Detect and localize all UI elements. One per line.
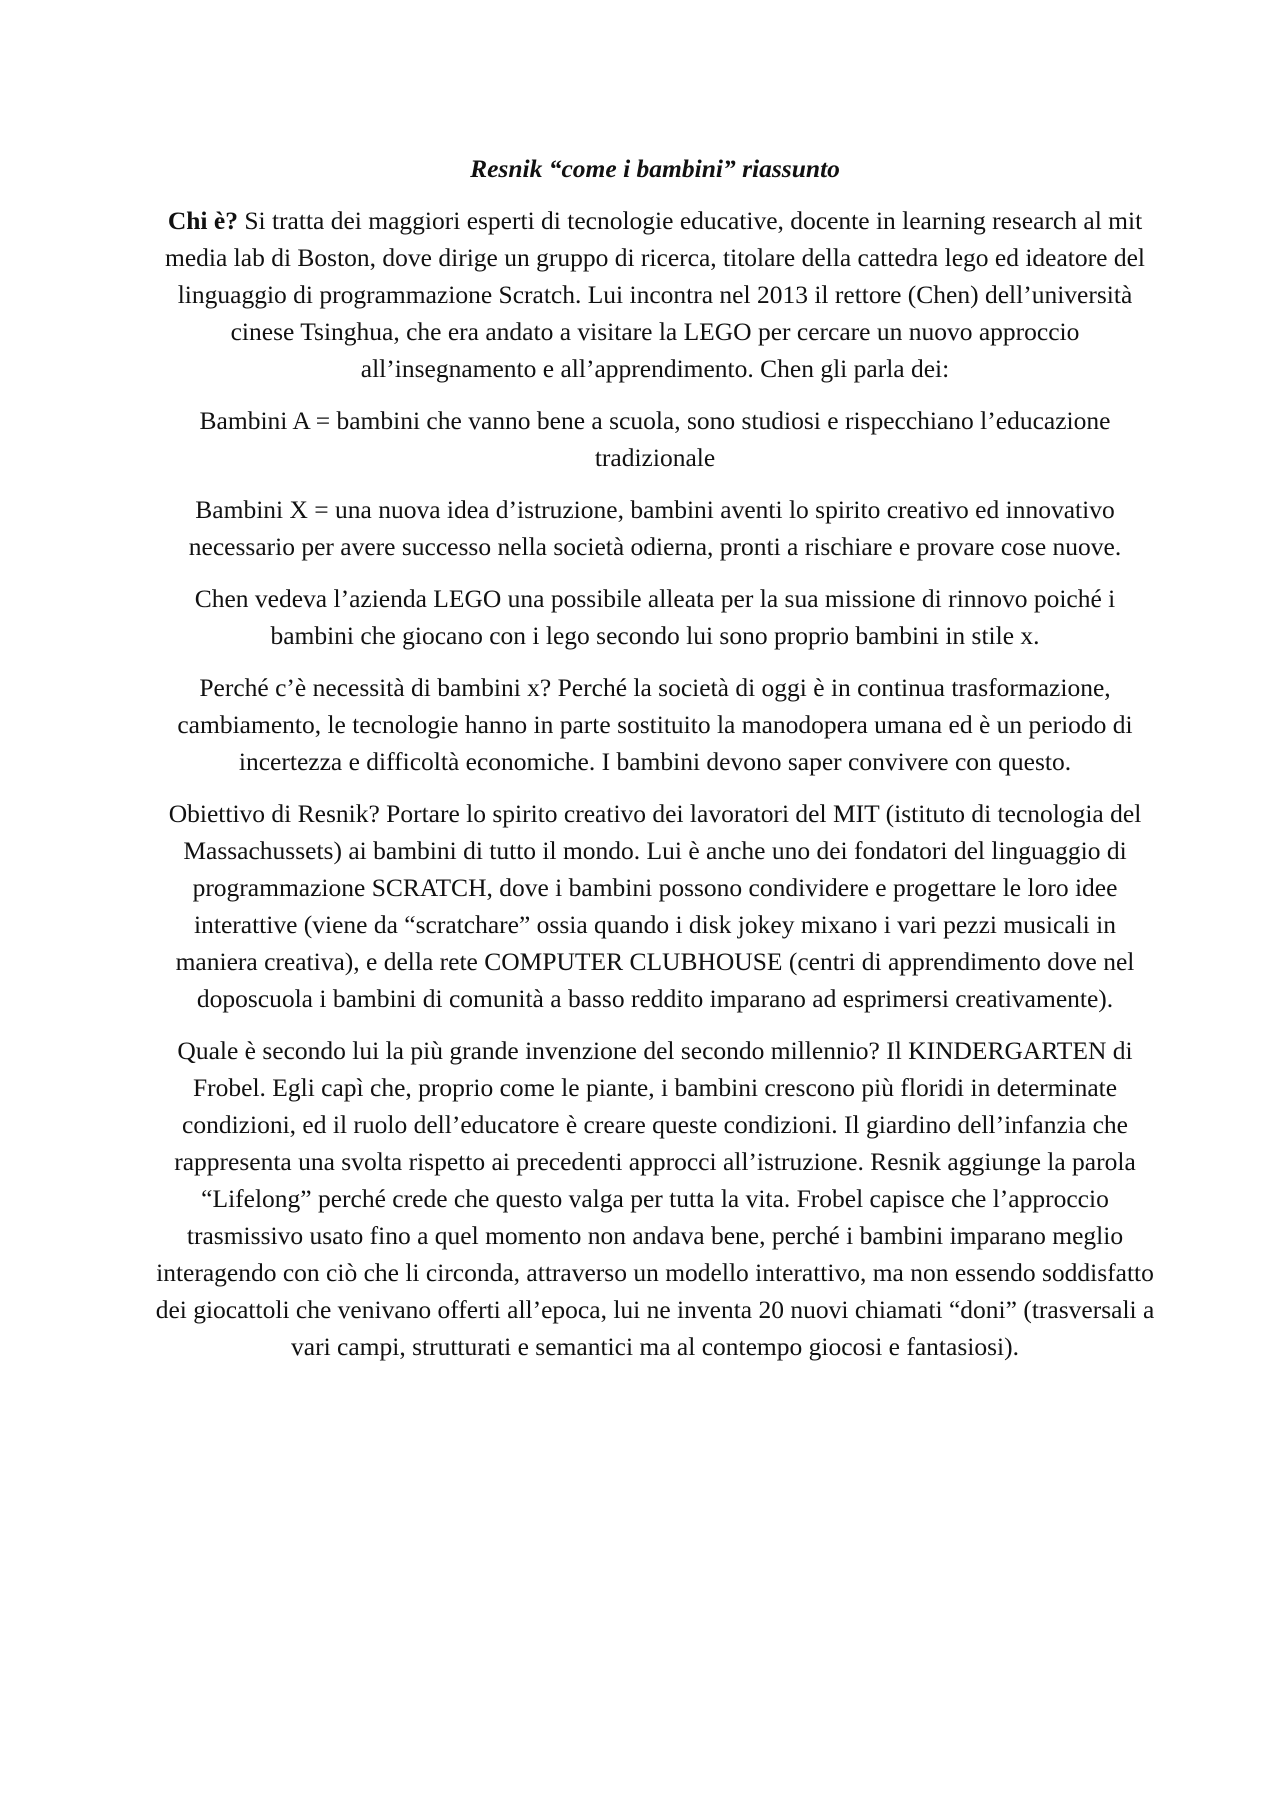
paragraph-bambini-a: Bambini A = bambini che vanno bene a scuola, sono studiosi e rispecchiano l’educazione tradizionale bbox=[199, 406, 1111, 472]
paragraph-bambini-x: Bambini X = una nuova idea d’istruzione, bambini aventi lo spirito creativo ed innovativo necessario per avere successo nella società odierna, pronti a rischiare e provare cose nuove. bbox=[188, 495, 1122, 561]
paragraph-lego-alleata: Chen vedeva l’azienda LEGO una possibile alleata per la sua missione di rinnovo poiché i bambini che giocano con i lego secondo lui sono proprio bambini in stile x. bbox=[194, 584, 1116, 650]
paragraph-necessita: Perché c’è necessità di bambini x? Perché la società di oggi è in continua trasformazione, cambiamento, le tecnologie hanno in parte sostituito la manodopera umana ed è un periodo di incertezza e difficoltà economiche. I bambini devono saper convivere con questo. bbox=[177, 673, 1133, 776]
paragraph-obiettivo: Obiettivo di Resnik? Portare lo spirito creativo dei lavoratori del MIT (istituto di tecnologia del Massachussets) ai bambini di tutto il mondo. Lui è anche uno dei fondatori del linguaggio di programmazione SCRATCH, dove i bambini possono condividere e progettare le loro idee interattive (viene da “scratchare” ossia quando i disk jokey mixano i vari pezzi musicali in maniera creativa), e della rete COMPUTER CLUBHOUSE (centri di apprendimento dove nel doposcuola i bambini di comunità a basso reddito imparano ad esprimersi creativamente). bbox=[168, 799, 1142, 1013]
intro-paragraph bbox=[155, 202, 1155, 387]
paragraph-kindergarten: Quale è secondo lui la più grande invenzione del secondo millennio? Il KINDERGARTEN di Frobel. Egli capì che, proprio come le piante, i bambini crescono più floridi in determinate condizioni, ed il ruolo dell’educatore è creare queste condizioni. Il giardino dell’infanzia che rappresenta una svolta rispetto ai precedenti approcci all’istruzione. Resnik aggiunge la parola “Lifelong” perché crede che questo valga per tutta la vita. Frobel capisce che l’approccio trasmissivo usato fino a quel momento non andava bene, perché i bambini imparano meglio interagendo con ciò che li circonda, attraverso un modello interattivo, ma non essendo soddisfatto dei giocattoli che venivano offerti all’epoca, lui ne inventa 20 nuovi chiamati “doni” (trasversali a vari campi, strutturati e semantici ma al contempo giocosi e fantasiosi). bbox=[155, 1036, 1155, 1361]
document-body bbox=[155, 150, 1155, 1380]
intro-text: Si tratta dei maggiori esperti di tecnologie educative, docente in learning research al mit media lab di Boston, dove dirige un gruppo di ricerca, titolare della cattedra lego ed ideatore del linguaggio di programmazione Scratch. Lui incontra nel 2013 il rettore (Chen) dell’università cinese Tsinghua, che era andato a visitare la LEGO per cercare un nuovo approccio all’insegnamento e all’apprendimento. Chen gli parla dei: bbox=[165, 206, 1145, 383]
document-title: Resnik “come i bambini” riassunto bbox=[470, 154, 840, 183]
intro-lead: Chi è? bbox=[167, 206, 238, 235]
